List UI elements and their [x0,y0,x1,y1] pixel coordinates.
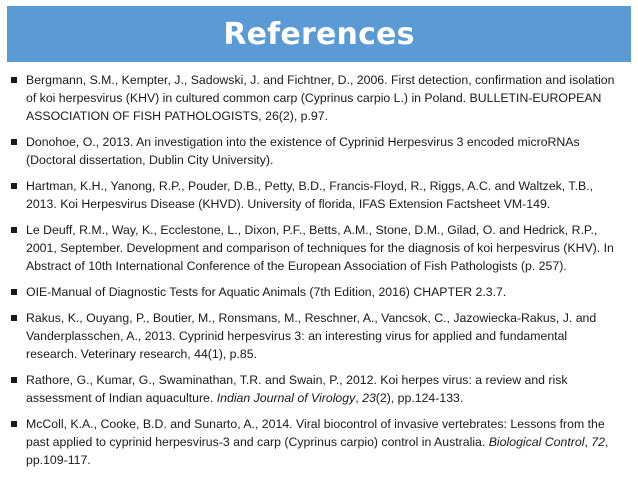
reference-text: Rathore, G., Kumar, G., Swaminathan, T.R. and Swain, P., 2012. Koi herpes virus: a review and risk assessment of Indian aquaculture. [26,373,568,405]
bullet-icon [11,315,17,321]
reference-item [0,309,638,363]
reference-text: OIE-Manual of Diagnostic Tests for Aquatic Animals (7th Edition, 2016) CHAPTER 2.3.7. [26,285,507,299]
reference-item [0,283,638,301]
reference-item [0,133,638,169]
reference-text: Le Deuff, R.M., Way, K., Ecclestone, L., Dixon, P.F., Betts, A.M., Stone, D.M., Gilad, O. and Hedrick, R.P., 2001, September. Development and comparison of techniques for the diagnosis of koi herpesvirus (KHV). In Abstract of 10th International Conference of the European Association of Fish Pathologists (p. 257). [26,223,614,273]
bullet-icon [11,139,17,145]
reference-item [0,71,638,125]
reference-text: Rakus, K., Ouyang, P., Boutier, M., Ronsmans, M., Reschner, A., Vancsok, C., Jazowiecka-Rakus, J. and Vanderplasschen, A., 2013. Cyprinid herpesvirus 3: an interesting virus for applied and fundamental research. Veterinary research, 44(1), p.85. [26,311,597,361]
title-banner [7,6,631,62]
journal-volume: 72 [591,435,605,449]
reference-text: McColl, K.A., Cooke, B.D. and Sunarto, A., 2014. Viral biocontrol of invasive vertebrates: Lessons from the past applied to cyprinid herpesvirus-3 and carp (Cyprinus carpio) control in Australia. [26,417,605,449]
journal-title: Indian Journal of Virology [216,391,356,405]
bullet-icon [11,421,17,427]
reference-item [0,177,638,213]
reference-separator: , [355,391,363,405]
reference-item [0,371,638,407]
journal-volume: 23 [362,391,376,405]
reference-text: Bergmann, S.M., Kempter, J., Sadowski, J. and Fichtner, D., 2006. First detection, confirmation and isolation of koi herpesvirus (KHV) in cultured common carp (Cyprinus carpio L.) in Poland. BULLETIN-EUROPEAN ASSOCIATION OF FISH PATHOLOGISTS, 26(2), p.97. [26,73,615,123]
reference-list [0,71,638,477]
bullet-icon [11,377,17,383]
reference-item [0,221,638,275]
reference-pages: , pp.109-117. [26,435,609,467]
bullet-icon [11,77,17,83]
bullet-icon [11,183,17,189]
journal-title: Biological Control [488,435,585,449]
reference-text: Donohoe, O., 2013. An investigation into the existence of Cyprinid Herpesvirus 3 encoded microRNAs (Doctoral dissertation, Dublin City University). [26,135,580,167]
slide-title: References [223,16,415,52]
bullet-icon [11,289,17,295]
reference-text: Hartman, K.H., Yanong, R.P., Pouder, D.B., Petty, B.D., Francis-Floyd, R., Riggs, A.C. and Waltzek, T.B., 2013. Koi Herpesvirus Disease (KHVD). University of florida, IFAS Extension Factsheet VM-149. [26,179,594,211]
reference-item [0,415,638,469]
bullet-icon [11,227,17,233]
reference-separator: , [584,435,592,449]
reference-pages: (2), pp.124-133. [375,391,464,405]
